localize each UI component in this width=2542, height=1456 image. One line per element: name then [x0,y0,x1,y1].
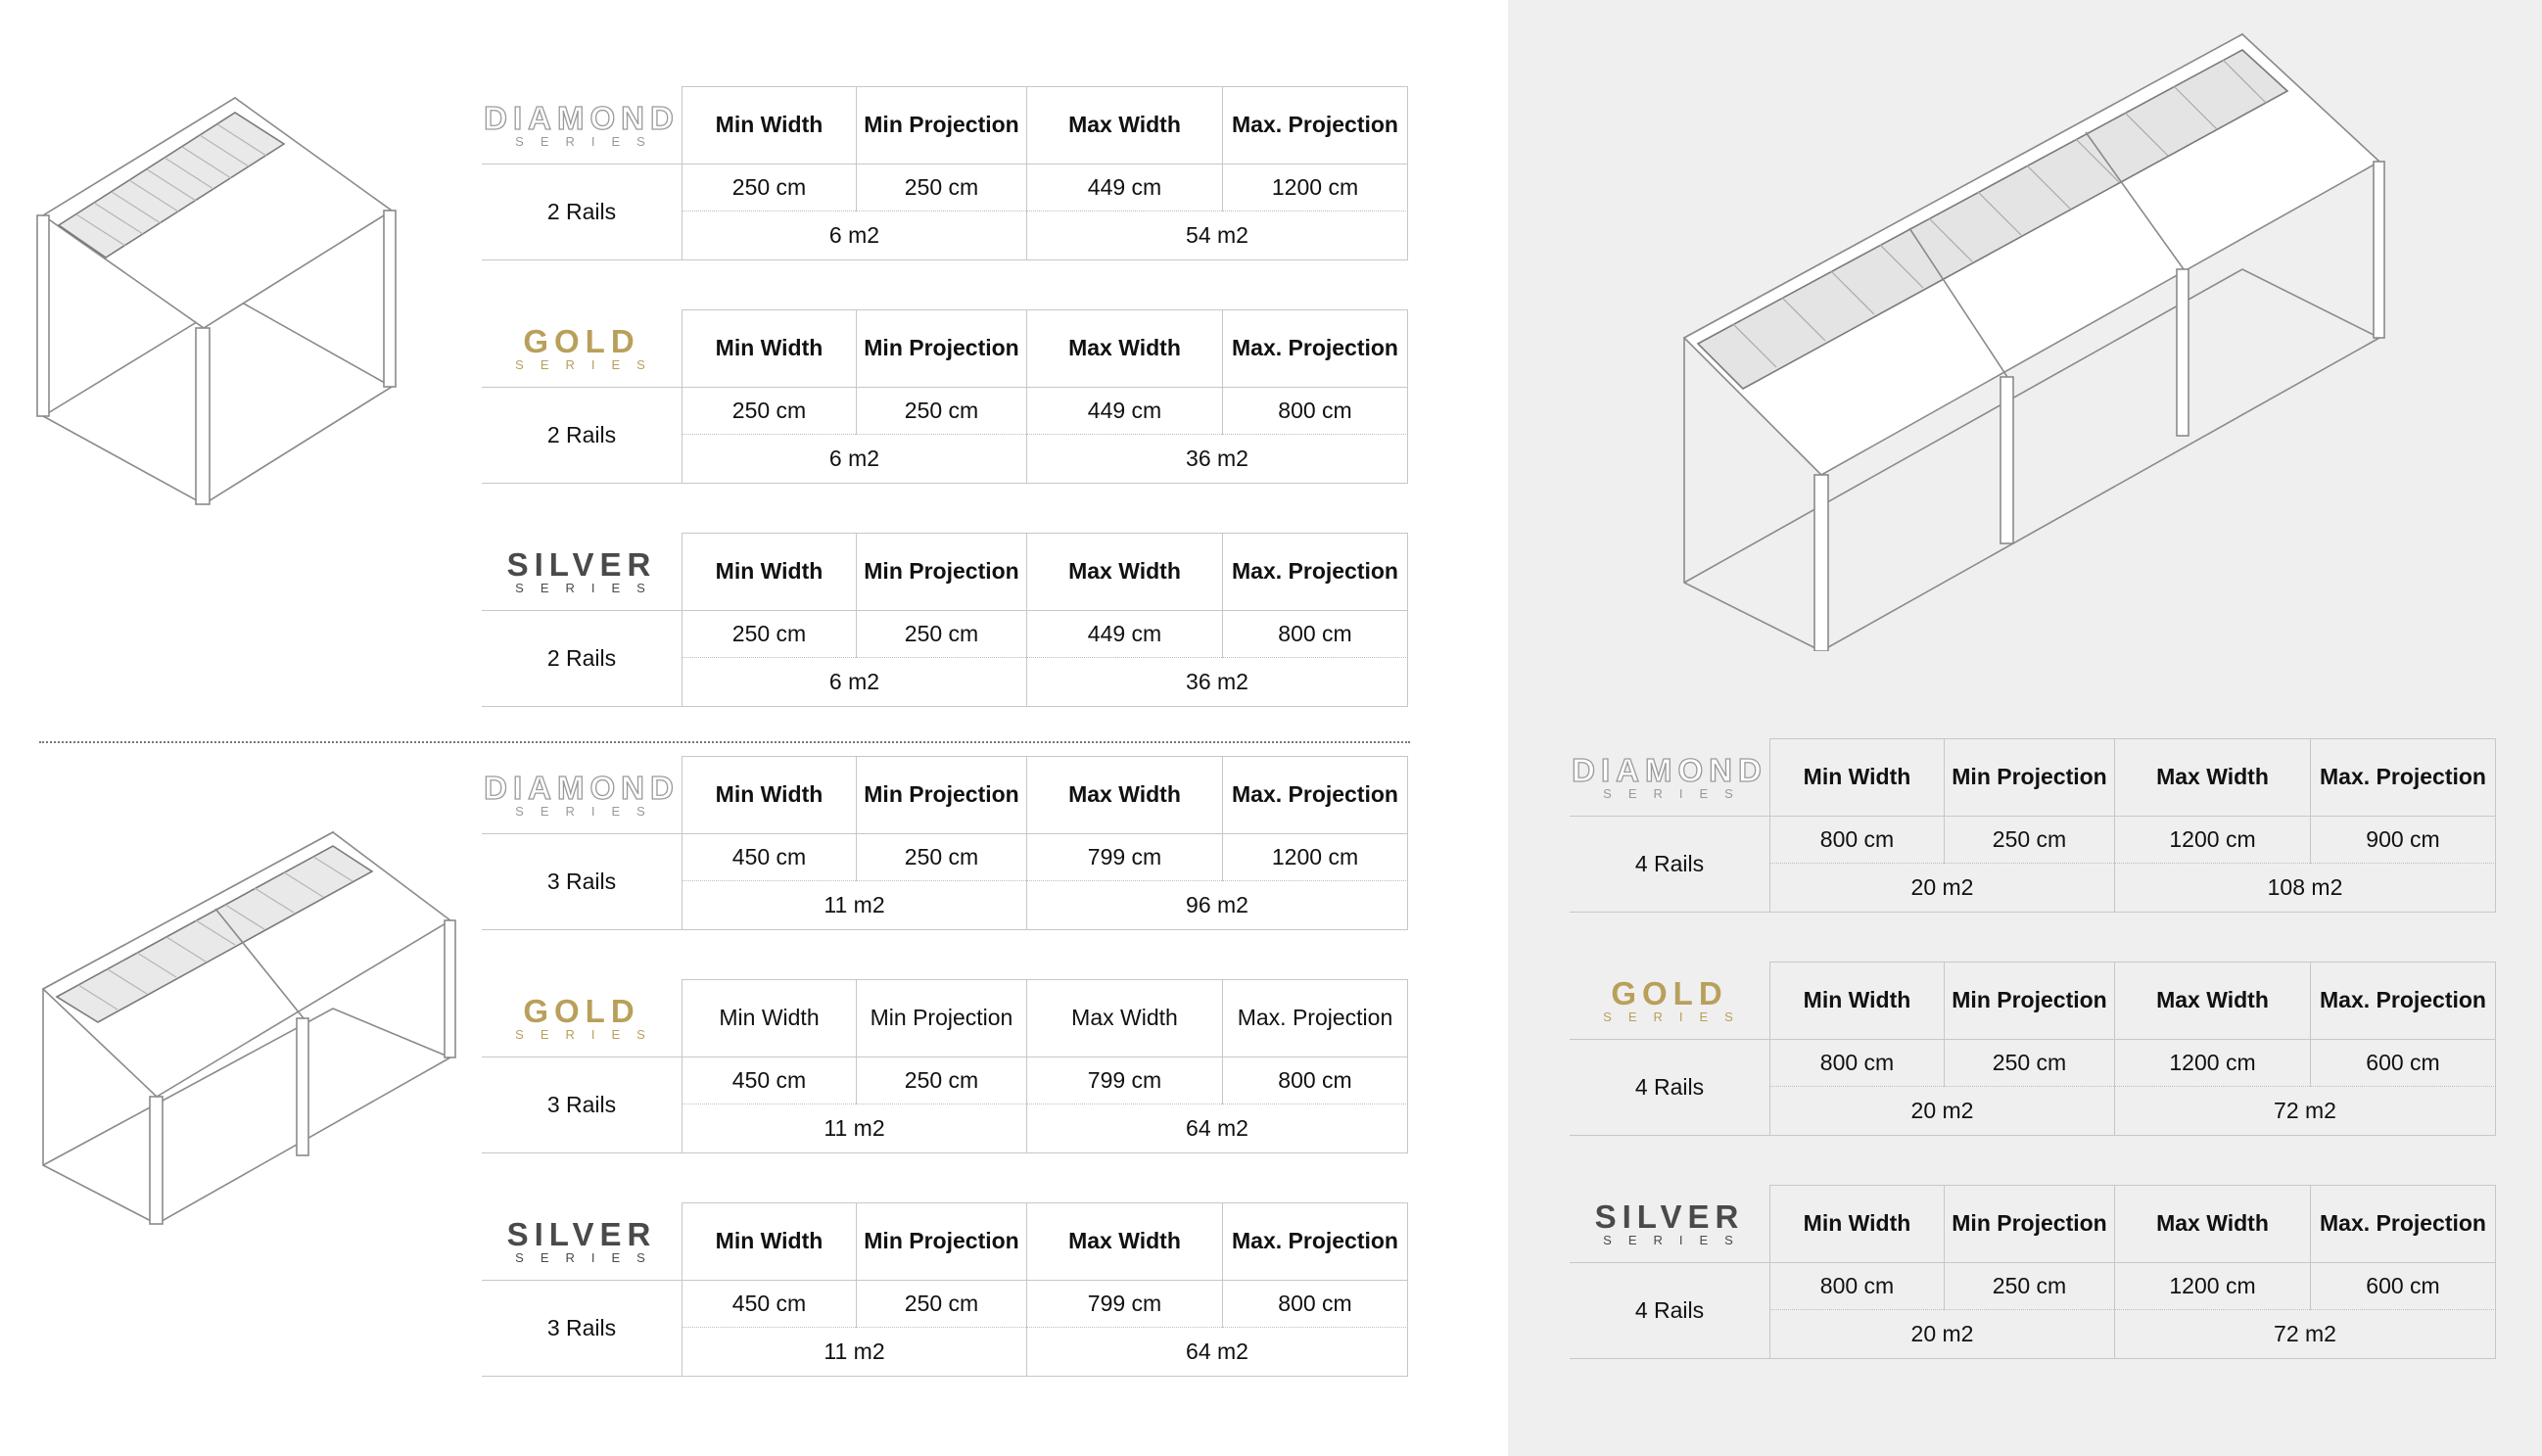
spec-table-silver-3-rails [482,1202,1408,1377]
header-max-projection: Max. Projection [1222,756,1408,834]
logo-name: SILVER [506,1216,657,1252]
logo-sub: SERIES [1603,1010,1750,1024]
max-projection-value: 900 cm [2310,817,2496,864]
min-projection-value: 250 cm [856,1281,1026,1328]
header-min-projection: Min Projection [856,979,1026,1057]
diamond-series-logo [482,756,682,834]
min-width-value: 800 cm [1769,1040,1944,1087]
min-projection-value: 250 cm [1944,817,2114,864]
max-projection-value: 800 cm [1222,611,1408,658]
silver-series-logo [482,1202,682,1281]
min-area-value: 6 m2 [682,658,1026,707]
min-width-value: 450 cm [682,1057,856,1104]
max-width-value: 449 cm [1026,164,1222,211]
min-area-value: 11 m2 [682,1328,1026,1377]
logo-sub: SERIES [515,1027,662,1042]
min-width-value: 250 cm [682,388,856,435]
rails-label: 4 Rails [1570,817,1769,913]
gold-series-logo [482,979,682,1057]
logo-name: GOLD [523,323,640,359]
header-min-projection: Min Projection [856,1202,1026,1281]
silver-series-logo [1570,1185,1769,1263]
min-projection-value: 250 cm [1944,1263,2114,1310]
header-min-width: Min Width [682,533,856,611]
spec-table-silver-4-rails [1570,1185,2496,1359]
header-min-width: Min Width [682,309,856,388]
gold-series-logo [1570,962,1769,1040]
min-projection-value: 250 cm [856,1057,1026,1104]
logo-name: SILVER [506,546,657,583]
header-min-projection: Min Projection [1944,1185,2114,1263]
header-min-projection: Min Projection [856,533,1026,611]
min-area-value: 6 m2 [682,211,1026,260]
max-width-value: 449 cm [1026,388,1222,435]
min-area-value: 20 m2 [1769,1087,2114,1136]
header-max-width: Max Width [1026,533,1222,611]
header-max-projection: Max. Projection [1222,309,1408,388]
max-area-value: 72 m2 [2114,1310,2496,1359]
spec-table-gold-4-rails [1570,962,2496,1136]
logo-sub: SERIES [515,134,662,149]
spec-table-gold-3-rails [482,979,1408,1153]
header-max-projection: Max. Projection [1222,979,1408,1057]
logo-name: DIAMOND [484,770,680,806]
header-max-projection: Max. Projection [1222,86,1408,164]
header-max-projection: Max. Projection [1222,533,1408,611]
max-width-value: 799 cm [1026,834,1222,881]
header-min-projection: Min Projection [856,309,1026,388]
header-min-projection: Min Projection [1944,962,2114,1040]
header-max-width: Max Width [2114,738,2310,817]
rails-label: 4 Rails [1570,1040,1769,1136]
pergola-3-rails-illustration [29,813,460,1244]
header-max-width: Max Width [1026,86,1222,164]
spec-table-gold-2-rails [482,309,1408,484]
logo-name: DIAMOND [484,100,680,136]
min-width-value: 450 cm [682,834,856,881]
max-projection-value: 1200 cm [1222,164,1408,211]
min-projection-value: 250 cm [856,834,1026,881]
rails-label: 2 Rails [482,611,682,707]
max-area-value: 36 m2 [1026,435,1408,484]
max-projection-value: 800 cm [1222,388,1408,435]
spec-table-diamond-2-rails [482,86,1408,260]
max-width-value: 1200 cm [2114,1263,2310,1310]
header-max-width: Max Width [1026,979,1222,1057]
logo-name: GOLD [523,993,640,1029]
spec-table-diamond-4-rails [1570,738,2496,913]
diamond-series-logo [482,86,682,164]
header-max-width: Max Width [2114,1185,2310,1263]
header-max-projection: Max. Projection [2310,738,2496,817]
header-min-width: Min Width [682,756,856,834]
logo-sub: SERIES [515,804,662,819]
header-max-width: Max Width [2114,962,2310,1040]
silver-series-logo [482,533,682,611]
max-width-value: 799 cm [1026,1281,1222,1328]
section-divider [39,741,1410,743]
max-area-value: 64 m2 [1026,1328,1408,1377]
rails-label: 2 Rails [482,388,682,484]
min-width-value: 250 cm [682,164,856,211]
min-area-value: 20 m2 [1769,864,2114,913]
logo-sub: SERIES [1603,786,1750,801]
header-min-projection: Min Projection [856,756,1026,834]
gold-series-logo [482,309,682,388]
min-projection-value: 250 cm [856,164,1026,211]
logo-sub: SERIES [1603,1233,1750,1247]
min-width-value: 800 cm [1769,1263,1944,1310]
min-area-value: 6 m2 [682,435,1026,484]
header-max-projection: Max. Projection [1222,1202,1408,1281]
min-width-value: 450 cm [682,1281,856,1328]
max-projection-value: 600 cm [2310,1040,2496,1087]
min-projection-value: 250 cm [856,611,1026,658]
min-area-value: 11 m2 [682,881,1026,930]
header-min-projection: Min Projection [856,86,1026,164]
max-area-value: 72 m2 [2114,1087,2496,1136]
max-area-value: 108 m2 [2114,864,2496,913]
max-projection-value: 800 cm [1222,1281,1408,1328]
header-max-width: Max Width [1026,1202,1222,1281]
rails-label: 3 Rails [482,1281,682,1377]
header-max-projection: Max. Projection [2310,962,2496,1040]
max-area-value: 36 m2 [1026,658,1408,707]
max-projection-value: 800 cm [1222,1057,1408,1104]
min-area-value: 11 m2 [682,1104,1026,1153]
min-projection-value: 250 cm [1944,1040,2114,1087]
header-min-projection: Min Projection [1944,738,2114,817]
logo-sub: SERIES [515,357,662,372]
min-area-value: 20 m2 [1769,1310,2114,1359]
logo-name: SILVER [1594,1198,1745,1235]
max-width-value: 1200 cm [2114,1040,2310,1087]
logo-sub: SERIES [515,1250,662,1265]
logo-name: GOLD [1611,975,1728,1011]
rails-label: 2 Rails [482,164,682,260]
min-projection-value: 250 cm [856,388,1026,435]
rails-label: 3 Rails [482,1057,682,1153]
header-max-width: Max Width [1026,309,1222,388]
max-width-value: 799 cm [1026,1057,1222,1104]
spec-table-silver-2-rails [482,533,1408,707]
min-width-value: 250 cm [682,611,856,658]
header-min-width: Min Width [1769,738,1944,817]
header-min-width: Min Width [682,979,856,1057]
header-min-width: Min Width [1769,962,1944,1040]
max-projection-value: 600 cm [2310,1263,2496,1310]
header-max-width: Max Width [1026,756,1222,834]
rails-label: 4 Rails [1570,1263,1769,1359]
logo-name: DIAMOND [1572,752,1767,788]
max-projection-value: 1200 cm [1222,834,1408,881]
spec-table-diamond-3-rails [482,756,1408,930]
min-width-value: 800 cm [1769,817,1944,864]
header-min-width: Min Width [682,1202,856,1281]
header-max-projection: Max. Projection [2310,1185,2496,1263]
max-area-value: 64 m2 [1026,1104,1408,1153]
rails-label: 3 Rails [482,834,682,930]
max-area-value: 96 m2 [1026,881,1408,930]
pergola-2-rails-illustration [29,83,411,514]
max-area-value: 54 m2 [1026,211,1408,260]
header-min-width: Min Width [1769,1185,1944,1263]
header-min-width: Min Width [682,86,856,164]
pergola-4-rails-illustration [1674,24,2399,651]
max-width-value: 449 cm [1026,611,1222,658]
diamond-series-logo [1570,738,1769,817]
max-width-value: 1200 cm [2114,817,2310,864]
logo-sub: SERIES [515,581,662,595]
